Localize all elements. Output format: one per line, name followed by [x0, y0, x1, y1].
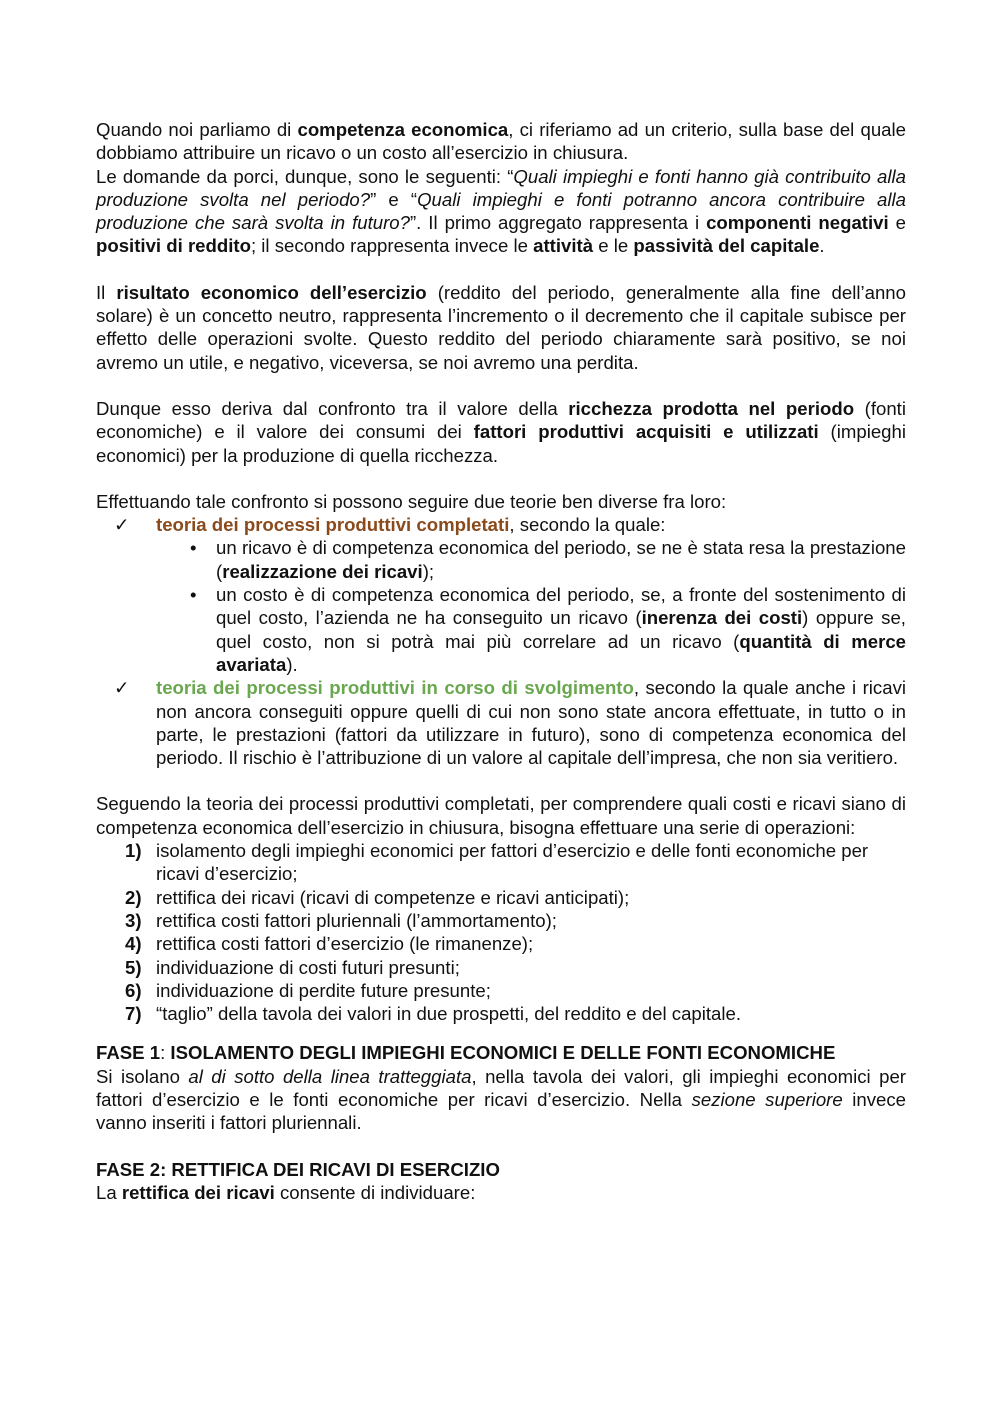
spacer	[96, 467, 906, 490]
text: );	[422, 560, 435, 582]
spacer	[96, 258, 906, 281]
list-item	[96, 956, 906, 979]
list-item	[96, 909, 906, 932]
theory-title-completati: teoria dei processi produttivi completati	[156, 514, 510, 536]
text: , secondo la quale anche i ricavi non ancora conseguiti oppure quelli di cui non sono state ancora effettuate, in tutto o in parte, le prestazioni (fattori da utilizzare in futuro), sono di competenza economica del periodo. Il rischio è l’attribuzione di un valore al capitale dell’impresa, che non sia veritiero.	[156, 677, 907, 769]
spacer	[96, 374, 906, 397]
paragraph-teorie-intro: Effettuando tale confronto si possono seguire due teorie ben diverse fra loro:	[96, 490, 727, 512]
item-number: 7)	[125, 1003, 142, 1025]
heading-part: :	[160, 1042, 171, 1064]
paragraph-confronto	[96, 397, 906, 467]
italic-term: al di sotto della linea tratteggiata	[188, 1065, 472, 1087]
bold-term: fattori produttivi acquisiti e utilizzati	[473, 421, 819, 443]
item-number: 4)	[125, 933, 142, 955]
checkmark-icon: ✓	[114, 677, 130, 699]
paragraph-fase1	[96, 1065, 906, 1135]
bold-term: quantità di merce avariata	[216, 630, 907, 675]
text: Si isolano	[96, 1065, 189, 1087]
text: ).	[286, 653, 298, 675]
list-item	[96, 979, 906, 1002]
text: ” e “	[370, 188, 418, 210]
text: (reddito del periodo, generalmente alla fine dell’anno solare) è un concetto neutro, rappresenta l’incremento o il decremento che il capitale subisce per effetto delle operazioni svolte. Questo reddito del periodo chiaramente sarà positivo, se noi avremo un utile, e negativo, viceversa, se noi avremo una perdita.	[96, 281, 906, 373]
paragraph-competenza	[96, 118, 906, 165]
item-text: individuazione di costi futuri presunti;	[156, 956, 460, 978]
paragraph-operazioni-intro: Seguendo la teoria dei processi produttivi completati, per comprendere quali costi e ricavi siano di competenza economica dell’esercizio in chiusura, bisogna effettuare una serie di operazioni:	[96, 793, 906, 838]
text: un ricavo è di competenza economica del periodo, se ne è stata resa la prestazione (	[216, 537, 906, 582]
italic-question: Quali impieghi e fonti hanno già contribuito alla produzione svolta nel periodo?	[96, 165, 906, 210]
text: .	[819, 235, 825, 257]
item-text: individuazione di perdite future presunte;	[156, 979, 491, 1001]
bullet-icon: •	[190, 584, 197, 606]
text: , ci riferiamo ad un criterio, sulla base del quale dobbiamo attribuire un ricavo o un costo all’esercizio in chiusura.	[96, 119, 906, 164]
text: consente di individuare:	[274, 1181, 476, 1203]
bold-term: risultato economico dell’esercizio	[116, 281, 427, 303]
heading-part: FASE 1	[96, 1042, 161, 1064]
section-heading-fase1	[96, 1041, 906, 1064]
bold-term: competenza economica	[297, 119, 509, 140]
text: , secondo la quale:	[509, 514, 666, 536]
theory-item-completati	[96, 513, 906, 536]
text: Le domande da porci, dunque, sono le seguenti: “	[96, 165, 514, 187]
bold-term: passività del capitale	[633, 235, 820, 257]
spacer	[96, 1135, 906, 1158]
paragraph-fase2	[96, 1181, 906, 1204]
paragraph-domande	[96, 165, 906, 258]
paragraph-risultato	[96, 281, 906, 374]
theory-title-svolgimento: teoria dei processi produttivi in corso di svolgimento	[156, 677, 634, 699]
text: un costo è di competenza economica del periodo, se, a fronte del sostenimento di quel costo, l’azienda ne ha conseguito un ricavo (	[216, 584, 906, 629]
item-text: rettifica costi fattori pluriennali (l’ammortamento);	[156, 909, 557, 931]
item-text: “taglio” della tavola dei valori in due prospetti, del reddito e del capitale.	[156, 1003, 742, 1025]
text: Dunque esso deriva dal confronto tra il valore della	[96, 397, 569, 419]
italic-question: Quali impieghi e fonti potranno ancora contribuire alla produzione che sarà svolta in futuro?	[96, 188, 907, 234]
heading-part: ISOLAMENTO DEGLI IMPIEGHI ECONOMICI E DELLE FONTI ECONOMICHE	[170, 1042, 836, 1064]
item-number: 3)	[125, 909, 142, 931]
text: invece vanno inseriti i fattori pluriennali.	[96, 1088, 906, 1134]
bullet-item-costo	[96, 583, 906, 676]
list-item	[96, 932, 906, 955]
bold-term: componenti negativi	[706, 212, 889, 234]
item-text: rettifica costi fattori d’esercizio (le rimanenze);	[156, 933, 534, 955]
bold-term: positivi di reddito	[96, 235, 251, 257]
bold-term: attività	[533, 235, 594, 257]
text: (fonti economiche) e il valore dei consumi dei	[96, 397, 906, 443]
list-item	[96, 1002, 906, 1025]
text: ”. Il primo aggregato rappresenta i	[409, 212, 707, 234]
theory-item-svolgimento	[96, 676, 906, 769]
bold-term: inerenza dei costi	[641, 607, 803, 629]
item-number: 6)	[125, 979, 142, 1001]
list-item	[96, 839, 906, 886]
text: e	[888, 212, 907, 234]
italic-term: sezione superiore	[691, 1088, 843, 1110]
item-number: 5)	[125, 956, 142, 978]
text: ) oppure se, quel costo, non si potrà mai più correlare ad un ricavo (	[216, 607, 906, 652]
list-item	[96, 886, 906, 909]
text: , nella tavola dei valori, gli impieghi economici per fattori d’esercizio e le fonti economiche per ricavi d’esercizio. Nella	[96, 1065, 906, 1110]
bold-term: ricchezza prodotta nel periodo	[568, 397, 855, 419]
document-page	[96, 118, 906, 1204]
item-text: rettifica dei ricavi (ricavi di competenze e ricavi anticipati);	[156, 886, 630, 908]
item-number: 1)	[125, 840, 142, 862]
text: La	[96, 1181, 122, 1203]
text: (impieghi economici) per la produzione di quella ricchezza.	[96, 421, 906, 466]
item-text: isolamento degli impieghi economici per fattori d’esercizio e delle fonti economiche per ricavi d’esercizio;	[156, 840, 869, 885]
section-heading-fase2: FASE 2: RETTIFICA DEI RICAVI DI ESERCIZIO	[96, 1158, 500, 1180]
bold-term: realizzazione dei ricavi	[222, 560, 423, 582]
text: Quando noi parliamo di	[96, 119, 298, 140]
spacer	[96, 769, 906, 792]
spacer	[96, 1025, 906, 1041]
checkmark-icon: ✓	[114, 514, 130, 536]
bullet-item-ricavo	[96, 536, 906, 583]
text: Il	[96, 281, 117, 303]
bullet-icon: •	[190, 537, 197, 559]
operations-list	[96, 839, 906, 1025]
text: e le	[593, 235, 634, 257]
item-number: 2)	[125, 886, 142, 908]
text: ; il secondo rappresenta invece le	[250, 235, 534, 257]
bold-term: rettifica dei ricavi	[121, 1181, 275, 1203]
